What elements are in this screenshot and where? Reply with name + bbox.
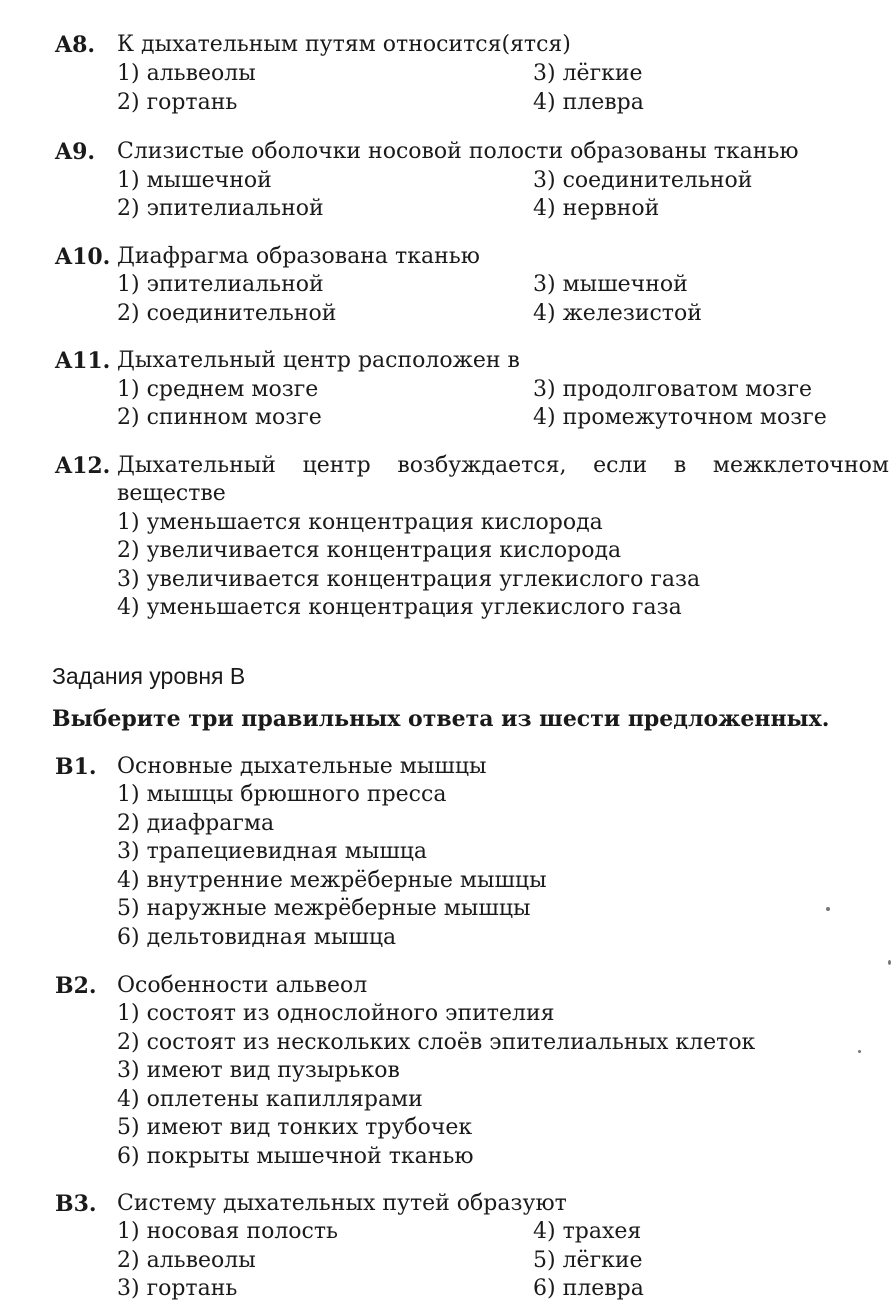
answer-option: 3) мышечной	[533, 272, 688, 297]
answer-option: 1) мышечной	[117, 168, 272, 193]
answer-option: 3) продолговатом мозге	[533, 377, 813, 402]
answer-option: 4) нервной	[533, 196, 660, 221]
scan-speck	[826, 907, 830, 911]
answer-option: 5) наружные межрёберные мышцы	[117, 896, 531, 921]
answer-option: 4) уменьшается концентрация углекислого газа	[117, 595, 682, 620]
answer-option: 6) плевра	[533, 1276, 644, 1301]
answer-option: 1) мышцы брюшного пресса	[117, 782, 447, 807]
answer-option: 3) соединительной	[533, 168, 753, 193]
question-text: Дыхательный центр возбуждается, если в межклеточном	[117, 453, 889, 478]
question-number: B2.	[55, 973, 97, 999]
answer-option: 3) трапециевидная мышца	[117, 839, 428, 864]
question-number: B3.	[55, 1191, 97, 1217]
answer-option: 6) покрыты мышечной тканью	[117, 1144, 474, 1169]
question-number: A11.	[55, 348, 111, 374]
answer-option: 1) носовая полость	[117, 1219, 339, 1244]
scan-speck	[858, 1050, 861, 1053]
answer-option: 5) лёгкие	[533, 1248, 643, 1273]
answer-option: 1) среднем мозге	[117, 377, 319, 402]
question-number: A10.	[55, 244, 111, 270]
question-text: К дыхательным путям относится(ятся)	[117, 32, 571, 57]
answer-option: 2) спинном мозге	[117, 405, 322, 430]
question-number: A12.	[55, 453, 111, 479]
answer-option: 4) железистой	[533, 301, 702, 326]
answer-option: 1) состоят из однослойного эпителия	[117, 1001, 555, 1026]
answer-option: 4) плевра	[533, 90, 644, 115]
answer-option: 3) гортань	[117, 1276, 238, 1301]
question-number: B1.	[55, 754, 97, 780]
answer-option: 2) диафрагма	[117, 811, 275, 836]
question-text: Систему дыхательных путей образуют	[117, 1191, 567, 1216]
answer-option: 4) оплетены капиллярами	[117, 1087, 423, 1112]
section-heading: Задания уровня В	[52, 663, 246, 689]
question-text-continued: веществе	[117, 481, 226, 506]
answer-option: 5) имеют вид тонких трубочек	[117, 1115, 473, 1140]
answer-option: 2) состоят из нескольких слоёв эпителиальных клеток	[117, 1030, 756, 1055]
question-text: Особенности альвеол	[117, 973, 368, 998]
answer-option: 4) внутренние межрёберные мышцы	[117, 868, 547, 893]
question-text: Дыхательный центр расположен в	[117, 348, 520, 373]
answer-option: 3) лёгкие	[533, 61, 643, 86]
answer-option: 3) имеют вид пузырьков	[117, 1058, 400, 1083]
answer-option: 4) промежуточном мозге	[533, 405, 827, 430]
answer-option: 3) увеличивается концентрация углекислого газа	[117, 567, 701, 592]
answer-option: 2) соединительной	[117, 301, 337, 326]
answer-option: 1) эпителиальной	[117, 272, 324, 297]
question-text: Основные дыхательные мышцы	[117, 754, 487, 779]
question-text: Слизистые оболочки носовой полости образованы тканью	[117, 139, 799, 164]
answer-option: 2) эпителиальной	[117, 196, 324, 221]
question-number: A8.	[55, 32, 96, 58]
answer-option: 1) альвеолы	[117, 61, 256, 86]
question-number: A9.	[55, 139, 96, 165]
answer-option: 4) трахея	[533, 1219, 642, 1244]
scan-speck	[888, 960, 891, 965]
question-text: Диафрагма образована тканью	[117, 244, 480, 269]
answer-option: 1) уменьшается концентрация кислорода	[117, 510, 603, 535]
section-instruction: Выберите три правильных ответа из шести предложенных.	[52, 706, 830, 732]
answer-option: 2) альвеолы	[117, 1248, 256, 1273]
answer-option: 2) гортань	[117, 90, 238, 115]
answer-option: 6) дельтовидная мышца	[117, 925, 397, 950]
answer-option: 2) увеличивается концентрация кислорода	[117, 538, 622, 563]
